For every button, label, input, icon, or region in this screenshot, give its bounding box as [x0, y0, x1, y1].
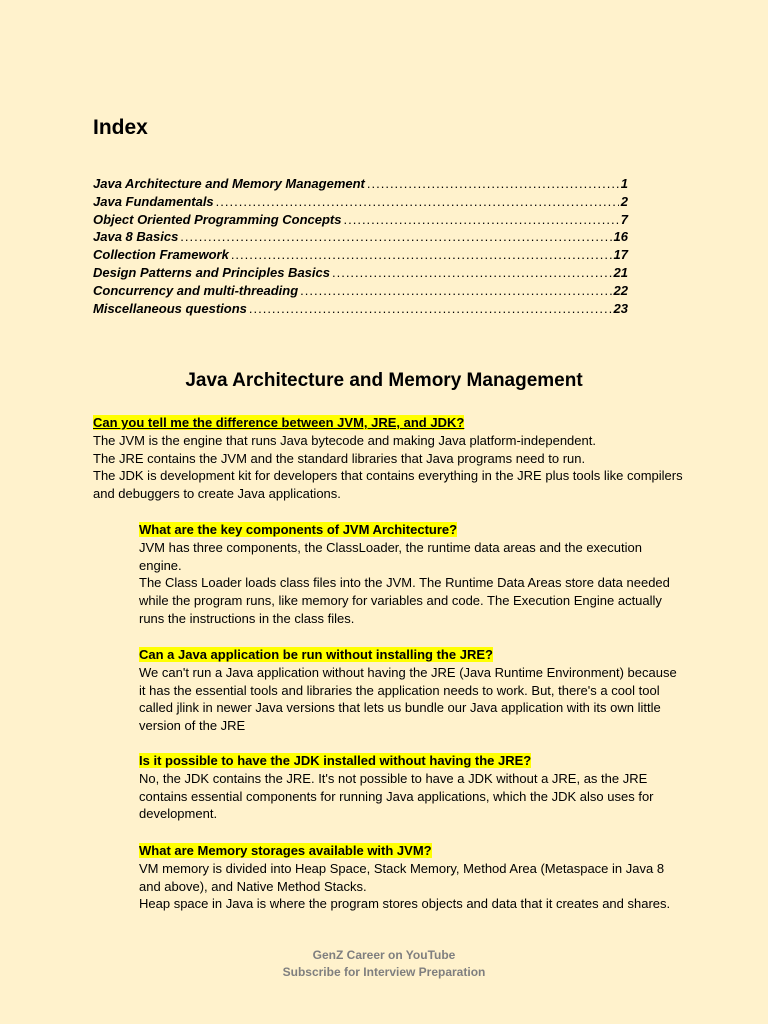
- answer-text: The JVM is the engine that runs Java bytecode and making Java platform-independent.: [93, 432, 596, 448]
- toc-item-label: Java Fundamentals: [93, 193, 214, 209]
- answer-text: Heap space in Java is where the program stores objects and data that it creates and shares.: [139, 896, 671, 912]
- toc-leader: [332, 264, 612, 282]
- question-heading: Can a Java application be run without installing the JRE?: [139, 647, 493, 662]
- question-heading: What are the key components of JVM Architecture?: [139, 522, 458, 537]
- answer-text: We can't run a Java application without having the JRE (Java Runtime Environment) because it has the essential tools and libraries the application needs to work. But, there's a cool tool called jlink in newer Java versions that lets us bundle our Java application with its own little version of the JRE: [139, 664, 677, 734]
- toc-item[interactable]: [93, 282, 628, 300]
- toc-leader: [344, 211, 619, 229]
- toc-item[interactable]: [93, 211, 628, 229]
- toc-item[interactable]: [93, 246, 628, 264]
- toc-item-page: 23: [613, 300, 628, 316]
- qa-block: [139, 646, 679, 735]
- toc-item-label: Collection Framework: [93, 247, 229, 263]
- qa-block: [139, 842, 679, 913]
- toc-item-page: 1: [620, 176, 628, 191]
- toc-item-label: Java Architecture and Memory Management: [93, 176, 365, 191]
- toc-item-label: Object Oriented Programming Concepts: [93, 211, 342, 227]
- toc-item-page: 2: [620, 193, 628, 209]
- toc-leader: [216, 193, 619, 211]
- answer-text: VM memory is divided into Heap Space, Stack Memory, Method Area (Metaspace in Java 8 and above), and Native Method Stacks.: [139, 860, 665, 894]
- toc-item[interactable]: [93, 175, 628, 193]
- toc-leader: [367, 175, 619, 193]
- toc-leader: [300, 282, 611, 300]
- toc-item-page: 21: [613, 264, 628, 280]
- qa-block: [139, 752, 679, 823]
- answer-text: The Class Loader loads class files into the JVM. The Runtime Data Areas store data needed while the program runs, like memory for variables and code. The Execution Engine actually runs the instructions in the class files.: [139, 575, 670, 626]
- toc-item-label: Java 8 Basics: [93, 229, 179, 245]
- toc-item[interactable]: [93, 300, 628, 318]
- toc-item-label: Miscellaneous questions: [93, 300, 247, 316]
- toc-item[interactable]: [93, 228, 628, 246]
- answer-text: The JDK is development kit for developers that contains everything in the JRE plus tools like compilers and debuggers to create Java applications.: [93, 468, 683, 502]
- toc-leader: [249, 300, 612, 318]
- question-heading: Is it possible to have the JDK installed without having the JRE?: [139, 753, 532, 768]
- table-of-contents: [93, 175, 628, 317]
- page-footer: [0, 947, 768, 980]
- toc-leader: [180, 228, 611, 246]
- question-heading: Can you tell me the difference between JVM, JRE, and JDK?: [93, 415, 465, 430]
- toc-item[interactable]: [93, 193, 628, 211]
- toc-item-label: Concurrency and multi-threading: [93, 282, 299, 298]
- qa-block: [93, 414, 683, 503]
- section-title: Java Architecture and Memory Management: [185, 370, 583, 391]
- toc-item-page: 22: [613, 282, 628, 298]
- answer-text: The JRE contains the JVM and the standard libraries that Java programs need to run.: [93, 450, 586, 466]
- question-heading: What are Memory storages available with JVM?: [139, 843, 432, 858]
- toc-item-page: 17: [613, 247, 628, 263]
- footer-subscribe: Subscribe for Interview Preparation: [282, 964, 486, 979]
- answer-text: No, the JDK contains the JRE. It's not possible to have a JDK without a JRE, as the JRE contains essential components for running Java applications, which the JDK also uses for development.: [139, 770, 654, 822]
- toc-leader: [231, 246, 612, 264]
- footer-channel: GenZ Career on YouTube: [312, 948, 456, 962]
- toc-item-page: 7: [620, 211, 628, 227]
- answer-text: JVM has three components, the ClassLoader, the runtime data areas and the execution engine.: [139, 539, 642, 573]
- toc-item-label: Design Patterns and Principles Basics: [93, 264, 330, 280]
- toc-item-page: 16: [613, 229, 628, 245]
- index-title: Index: [93, 116, 148, 139]
- qa-block: [139, 521, 679, 628]
- toc-item[interactable]: [93, 264, 628, 282]
